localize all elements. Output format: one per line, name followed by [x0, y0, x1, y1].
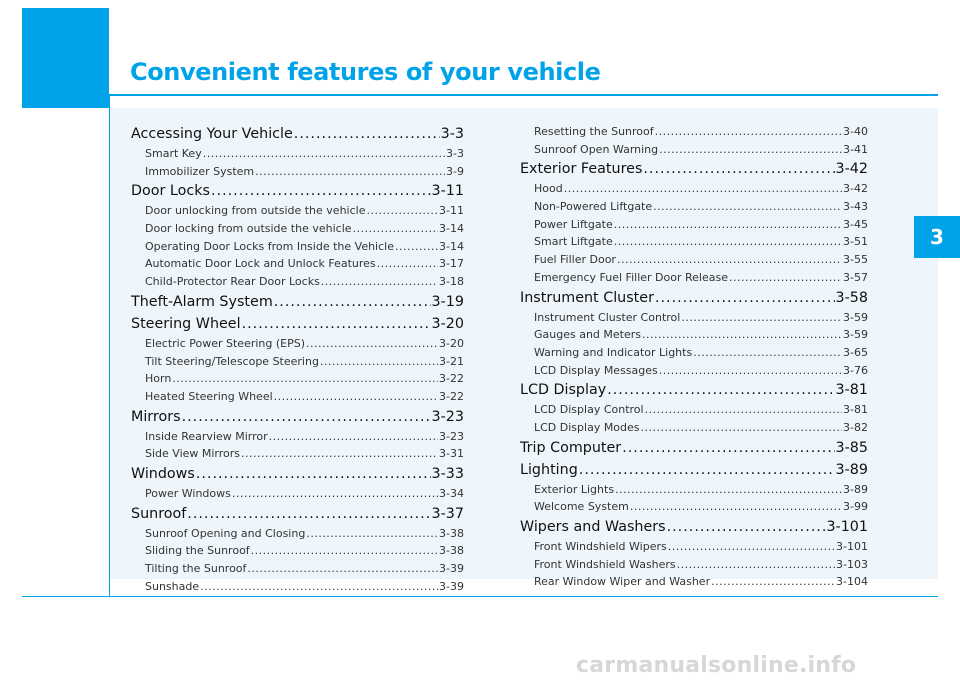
bottom-rule — [22, 596, 938, 597]
toc-section-entry[interactable] — [131, 124, 464, 145]
toc-entry-page: 3-39 — [439, 562, 464, 575]
toc-dot-leader — [668, 538, 835, 556]
toc-entry-title: Child-Protector Rear Door Locks — [145, 275, 320, 289]
toc-entry-page: 3-104 — [836, 575, 868, 589]
toc-dot-leader — [232, 485, 438, 503]
toc-dot-leader — [614, 233, 842, 251]
toc-entry-title: Instrument Cluster Control — [534, 310, 681, 324]
toc-subsection-entry[interactable] — [520, 401, 868, 419]
toc-dot-leader — [711, 573, 835, 591]
toc-subsection-entry[interactable] — [520, 198, 868, 216]
page-title: Convenient features of your vehicle — [130, 58, 601, 86]
toc-dot-leader — [641, 419, 843, 437]
toc-entry-page: 3-38 — [439, 526, 464, 540]
toc-entry-title: LCD Display — [520, 382, 607, 399]
toc-subsection-entry[interactable] — [131, 202, 464, 220]
toc-subsection-entry[interactable] — [520, 141, 868, 159]
toc-subsection-entry[interactable] — [520, 344, 868, 362]
toc-dot-leader — [182, 407, 431, 428]
toc-entry-page: 3-20 — [439, 336, 464, 350]
toc-dot-leader — [564, 180, 842, 198]
toc-section-entry[interactable] — [131, 407, 464, 428]
toc-subsection-entry[interactable] — [131, 428, 464, 446]
toc-subsection-entry[interactable] — [520, 538, 868, 556]
toc-entry-page: 3-18 — [439, 275, 464, 289]
toc-column-right — [520, 123, 868, 591]
toc-subsection-entry[interactable] — [520, 326, 868, 344]
toc-entry-title: LCD Display Messages — [534, 363, 658, 377]
toc-dot-leader — [211, 181, 431, 202]
toc-dot-leader — [693, 344, 842, 362]
toc-entry-title: Lighting — [520, 461, 578, 478]
toc-subsection-entry[interactable] — [520, 573, 868, 591]
toc-subsection-entry[interactable] — [131, 485, 464, 503]
toc-entry-page: 3-3 — [446, 147, 464, 160]
toc-dot-leader — [353, 220, 439, 238]
toc-entry-page: 3-11 — [431, 183, 464, 200]
toc-dot-leader — [269, 428, 438, 446]
toc-entry-title: Sunshade — [145, 579, 200, 593]
toc-subsection-entry[interactable] — [520, 216, 868, 234]
toc-entry-title: Accessing Your Vehicle — [131, 126, 293, 142]
toc-entry-title: Automatic Door Lock and Unlock Features — [145, 257, 376, 271]
toc-entry-page: 3-65 — [843, 345, 868, 359]
toc-subsection-entry[interactable] — [131, 255, 464, 273]
toc-entry-page: 3-23 — [431, 408, 464, 425]
toc-entry-page: 3-89 — [843, 482, 868, 496]
toc-entry-page: 3-14 — [439, 222, 464, 236]
toc-dot-leader — [377, 255, 438, 273]
toc-entry-page: 3-57 — [843, 270, 868, 284]
toc-entry-page: 3-103 — [836, 557, 868, 571]
watermark: carmanualsonline.info — [576, 653, 857, 678]
toc-dot-leader — [306, 335, 438, 353]
toc-subsection-entry[interactable] — [520, 180, 868, 198]
toc-dot-leader — [187, 504, 430, 525]
toc-column-left — [131, 123, 464, 595]
toc-entry-page: 3-43 — [843, 200, 868, 214]
toc-entry-page: 3-76 — [843, 363, 868, 377]
toc-subsection-entry[interactable] — [520, 269, 868, 287]
toc-dot-leader — [274, 292, 431, 313]
toc-entry-title: Hood — [534, 182, 563, 196]
toc-entry-page: 3-85 — [835, 439, 868, 456]
toc-section-entry[interactable] — [520, 438, 868, 459]
toc-entry-page: 3-20 — [431, 315, 464, 332]
toc-entry-title: Resetting the Sunroof — [534, 125, 654, 138]
toc-entry-page: 3-38 — [439, 544, 464, 558]
toc-entry-title: Immobilizer System — [145, 164, 255, 178]
toc-entry-title: Horn — [145, 372, 172, 386]
toc-entry-title: Warning and Indicator Lights — [534, 345, 693, 359]
toc-entry-page: 3-45 — [843, 217, 868, 231]
toc-section-entry[interactable] — [131, 314, 464, 335]
toc-entry-title: Operating Door Locks from Inside the Vehicle — [145, 239, 394, 253]
toc-entry-title: Power Liftgate — [534, 217, 613, 231]
toc-subsection-entry[interactable] — [131, 370, 464, 388]
toc-dot-leader — [242, 314, 431, 335]
toc-subsection-entry[interactable] — [520, 362, 868, 380]
toc-entry-title: Tilting the Sunroof — [145, 562, 247, 575]
toc-entry-page: 3-23 — [439, 429, 464, 443]
toc-entry-page: 3-37 — [431, 505, 464, 522]
toc-dot-leader — [630, 498, 842, 516]
toc-dot-leader — [607, 380, 834, 401]
toc-subsection-entry[interactable] — [520, 498, 868, 516]
toc-dot-leader — [203, 145, 445, 163]
toc-dot-leader — [653, 198, 842, 216]
toc-section-entry[interactable] — [131, 181, 464, 202]
toc-subsection-entry[interactable] — [131, 273, 464, 291]
toc-dot-leader — [615, 481, 842, 499]
toc-entry-page: 3-21 — [439, 354, 464, 368]
toc-subsection-entry[interactable] — [520, 309, 868, 327]
toc-entry-title: Windows — [131, 465, 195, 482]
toc-entry-page: 3-59 — [843, 310, 868, 324]
toc-entry-page: 3-11 — [439, 204, 464, 218]
toc-subsection-entry[interactable] — [131, 163, 464, 181]
toc-subsection-entry[interactable] — [131, 220, 464, 238]
toc-entry-title: Rear Window Wiper and Washer — [534, 575, 711, 589]
toc-dot-leader — [659, 141, 842, 159]
toc-entry-title: Exterior Features — [520, 161, 643, 178]
toc-dot-leader — [395, 238, 438, 256]
toc-entry-title: Sunroof — [131, 505, 187, 522]
toc-section-entry[interactable] — [520, 460, 868, 481]
chapter-tab[interactable]: 3 — [914, 216, 960, 258]
toc-entry-title: Door locking from outside the vehicle — [145, 222, 352, 236]
toc-entry-title: Wipers and Washers — [520, 519, 666, 535]
toc-entry-title: Sliding the Sunroof — [145, 544, 250, 558]
toc-subsection-entry[interactable] — [131, 445, 464, 463]
toc-entry-page: 3-101 — [836, 540, 868, 553]
toc-entry-page: 3-19 — [431, 293, 464, 310]
toc-dot-leader — [294, 124, 440, 145]
toc-entry-page: 3-81 — [843, 403, 868, 417]
toc-dot-leader — [251, 542, 438, 560]
toc-dot-leader — [645, 401, 842, 419]
toc-dot-leader — [667, 517, 826, 538]
toc-entry-title: Heated Steering Wheel — [145, 389, 273, 403]
toc-entry-page: 3-40 — [843, 125, 868, 138]
toc-dot-leader — [321, 273, 438, 291]
toc-dot-leader — [241, 445, 438, 463]
toc-dot-leader — [579, 460, 835, 481]
toc-subsection-entry[interactable] — [520, 251, 868, 269]
toc-subsection-entry[interactable] — [520, 481, 868, 499]
toc-entry-page: 3-17 — [439, 257, 464, 271]
toc-dot-leader — [617, 251, 842, 269]
toc-dot-leader — [320, 353, 438, 371]
toc-entry-title: Door unlocking from outside the vehicle — [145, 204, 366, 218]
toc-dot-leader — [200, 578, 438, 596]
toc-entry-page: 3-31 — [439, 447, 464, 461]
toc-dot-leader — [247, 560, 438, 578]
toc-dot-leader — [655, 123, 842, 141]
toc-entry-page: 3-9 — [446, 164, 464, 178]
toc-section-entry[interactable] — [520, 517, 868, 538]
toc-entry-page: 3-58 — [835, 289, 868, 306]
toc-section-entry[interactable] — [520, 288, 868, 309]
toc-entry-page: 3-42 — [843, 182, 868, 196]
toc-entry-page: 3-82 — [843, 420, 868, 434]
toc-entry-title: Front Windshield Wipers — [534, 540, 667, 553]
toc-entry-page: 3-42 — [835, 161, 868, 178]
toc-dot-leader — [196, 464, 431, 485]
toc-entry-title: LCD Display Modes — [534, 420, 640, 434]
toc-dot-leader — [622, 438, 834, 459]
toc-entry-page: 3-59 — [843, 328, 868, 342]
toc-entry-title: Power Windows — [145, 486, 231, 500]
header-color-block — [22, 8, 109, 108]
toc-entry-title: Exterior Lights — [534, 482, 615, 496]
toc-subsection-entry[interactable] — [131, 353, 464, 371]
toc-entry-title: Sunroof Open Warning — [534, 142, 659, 156]
toc-entry-title: Instrument Cluster — [520, 289, 654, 306]
toc-subsection-entry[interactable] — [131, 525, 464, 543]
toc-entry-title: Smart Liftgate — [534, 235, 613, 249]
toc-subsection-entry[interactable] — [520, 556, 868, 574]
toc-subsection-entry[interactable] — [131, 388, 464, 406]
toc-section-entry[interactable] — [131, 504, 464, 525]
toc-dot-leader — [729, 269, 842, 287]
toc-entry-title: Front Windshield Washers — [534, 557, 676, 571]
toc-entry-page: 3-55 — [843, 253, 868, 267]
toc-entry-title: Tilt Steering/Telescope Steering — [145, 354, 319, 368]
toc-entry-page: 3-3 — [440, 126, 464, 142]
toc-entry-title: Non-Powered Liftgate — [534, 200, 653, 214]
toc-entry-title: Electric Power Steering (EPS) — [145, 336, 306, 350]
toc-dot-leader — [677, 556, 835, 574]
toc-dot-leader — [681, 309, 842, 327]
toc-entry-page: 3-39 — [439, 579, 464, 593]
toc-entry-title: Trip Computer — [520, 439, 622, 456]
toc-entry-title: Inside Rearview Mirror — [145, 429, 268, 443]
toc-subsection-entry[interactable] — [131, 578, 464, 596]
toc-entry-title: Smart Key — [145, 147, 202, 160]
toc-subsection-entry[interactable] — [520, 123, 868, 141]
toc-entry-title: Mirrors — [131, 408, 181, 425]
toc-dot-leader — [642, 326, 842, 344]
toc-dot-leader — [614, 216, 842, 234]
toc-section-entry[interactable] — [520, 380, 868, 401]
toc-entry-title: Theft-Alarm System — [131, 293, 273, 310]
toc-entry-page: 3-34 — [439, 486, 464, 500]
toc-subsection-entry[interactable] — [131, 335, 464, 353]
toc-subsection-entry[interactable] — [131, 560, 464, 578]
toc-entry-page: 3-89 — [835, 461, 868, 478]
toc-entry-title: Side View Mirrors — [145, 447, 241, 461]
toc-dot-leader — [655, 288, 835, 309]
toc-entry-title: Steering Wheel — [131, 315, 241, 332]
toc-dot-leader — [366, 202, 438, 220]
toc-entry-page: 3-22 — [439, 389, 464, 403]
toc-entry-title: Emergency Fuel Filler Door Release — [534, 270, 728, 284]
toc-entry-page: 3-101 — [826, 519, 868, 535]
toc-entry-page: 3-41 — [843, 142, 868, 156]
toc-subsection-entry[interactable] — [520, 233, 868, 251]
toc-entry-page: 3-99 — [843, 500, 868, 514]
title-rule — [109, 94, 938, 96]
toc-entry-title: Sunroof Opening and Closing — [145, 526, 306, 540]
toc-entry-title: LCD Display Control — [534, 403, 644, 417]
toc-section-entry[interactable] — [131, 464, 464, 485]
toc-dot-leader — [643, 159, 834, 180]
toc-subsection-entry[interactable] — [131, 238, 464, 256]
toc-entry-title: Fuel Filler Door — [534, 253, 616, 267]
toc-entry-title: Door Locks — [131, 183, 210, 200]
toc-dot-leader — [172, 370, 438, 388]
toc-section-entry[interactable] — [520, 159, 868, 180]
toc-entry-page: 3-14 — [439, 239, 464, 253]
toc-entry-title: Gauges and Meters — [534, 328, 641, 342]
toc-dot-leader — [255, 163, 445, 181]
toc-entry-page: 3-81 — [835, 382, 868, 399]
toc-dot-leader — [306, 525, 438, 543]
toc-subsection-entry[interactable] — [131, 542, 464, 560]
toc-subsection-entry[interactable] — [520, 419, 868, 437]
toc-section-entry[interactable] — [131, 292, 464, 313]
toc-entry-page: 3-22 — [439, 372, 464, 386]
toc-dot-leader — [274, 388, 438, 406]
toc-entry-title: Welcome System — [534, 500, 629, 514]
toc-subsection-entry[interactable] — [131, 145, 464, 163]
toc-entry-page: 3-33 — [431, 465, 464, 482]
toc-entry-page: 3-51 — [843, 235, 868, 249]
toc-dot-leader — [659, 362, 842, 380]
